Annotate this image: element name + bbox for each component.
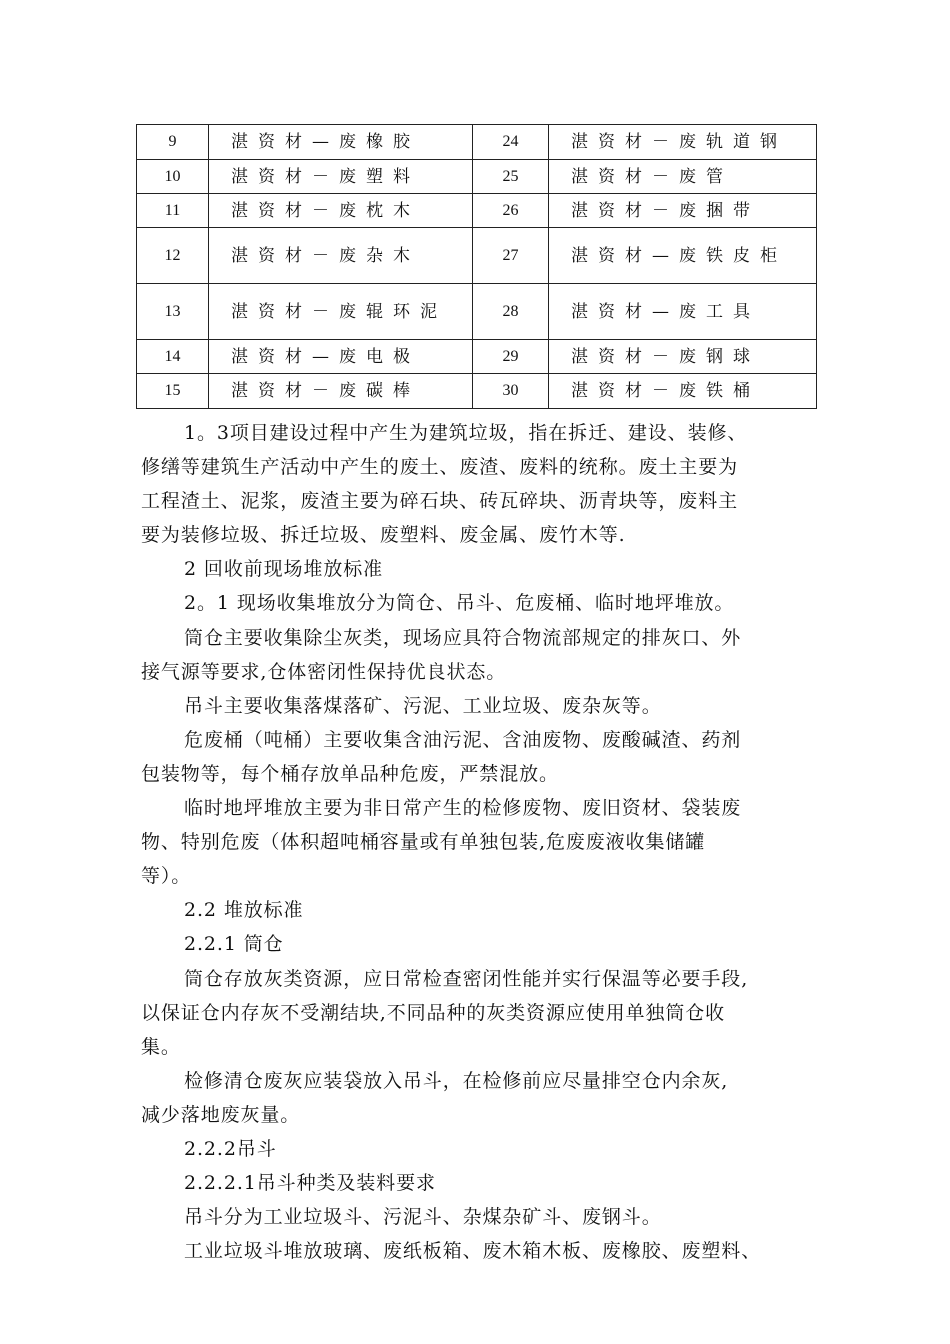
item-number: 12 (137, 228, 209, 284)
item-number: 30 (473, 374, 549, 409)
section-heading: 2.2.2.1吊斗种类及装料要求 (184, 1172, 436, 1195)
item-number: 10 (137, 160, 209, 194)
item-number: 28 (473, 284, 549, 340)
paragraph-line: 危废桶（吨桶）主要收集含油污泥、含油废物、废酸碱渣、药剂 (184, 728, 742, 751)
item-name: 湛资材—废铁皮柜 (549, 228, 817, 284)
item-name: 湛资材－废管 (549, 160, 817, 194)
paragraph-line: 吊斗主要收集落煤落矿、污泥、工业垃圾、废杂灰等。 (184, 694, 662, 717)
item-name: 湛资材－废钢球 (549, 340, 817, 374)
table-row (137, 160, 817, 194)
item-name: 湛资材—废工具 (549, 284, 817, 340)
paragraph-line: 接气源等要求,仓体密闭性保持优良状态。 (141, 660, 507, 683)
section-heading: 2 回收前现场堆放标准 (184, 558, 384, 581)
paragraph-line: 修缮等建筑生产活动中产生的废土、废渣、废料的统称。废土主要为 (141, 456, 739, 479)
item-name: 湛资材－废碳棒 (209, 374, 473, 409)
item-name: 湛资材—废橡胶 (209, 125, 473, 160)
section-heading: 2.2 堆放标准 (184, 899, 304, 922)
item-number: 14 (137, 340, 209, 374)
paragraph-line: 1。3项目建设过程中产生为建筑垃圾，指在拆迁、建设、装修、 (184, 422, 748, 444)
waste-category-table (136, 124, 817, 409)
section-heading: 2.2.2吊斗 (184, 1137, 277, 1160)
item-number: 29 (473, 340, 549, 374)
table-row (137, 125, 817, 160)
section-heading: 2.2.1 筒仓 (184, 933, 284, 956)
paragraph-line: 工业垃圾斗堆放玻璃、废纸板箱、废木箱木板、废橡胶、废塑料、 (184, 1240, 762, 1263)
item-number: 25 (473, 160, 549, 194)
item-name: 湛资材－废塑料 (209, 160, 473, 194)
table-row (137, 194, 817, 228)
item-number: 13 (137, 284, 209, 340)
body-text (141, 416, 821, 1268)
item-number: 15 (137, 374, 209, 409)
item-name: 湛资材－废辊环泥 (209, 284, 473, 340)
item-name: 湛资材－废枕木 (209, 194, 473, 228)
item-name: 湛资材－废轨道钢 (549, 125, 817, 160)
table-row (137, 284, 817, 340)
paragraph-line: 要为装修垃圾、拆迁垃圾、废塑料、废金属、废竹木等. (141, 524, 626, 547)
paragraph-line: 等）。 (141, 865, 192, 888)
item-number: 24 (473, 125, 549, 160)
paragraph-line: 吊斗分为工业垃圾斗、污泥斗、杂煤杂矿斗、废钢斗。 (184, 1206, 662, 1229)
paragraph-line: 物、特别危废（体积超吨桶容量或有单独包装,危废废液收集储罐 (141, 831, 706, 854)
paragraph-line: 集。 (141, 1035, 181, 1058)
item-name: 湛资材－废铁桶 (549, 374, 817, 409)
paragraph-line: 筒仓存放灰类资源，应日常检查密闭性能并实行保温等必要手段, (184, 967, 749, 990)
paragraph-line: 临时地坪堆放主要为非日常产生的检修废物、废旧资材、袋装废 (184, 797, 742, 820)
item-number: 11 (137, 194, 209, 228)
item-name: 湛资材－废捆带 (549, 194, 817, 228)
paragraph-line: 2。1 现场收集堆放分为筒仓、吊斗、危废桶、临时地坪堆放。 (184, 592, 735, 615)
table-row (137, 374, 817, 409)
item-number: 27 (473, 228, 549, 284)
table-row (137, 228, 817, 284)
paragraph-line: 工程渣土、泥浆，废渣主要为碎石块、砖瓦碎块、沥青块等，废料主 (141, 490, 739, 513)
table-row (137, 340, 817, 374)
item-number: 26 (473, 194, 549, 228)
item-name: 湛资材—废电极 (209, 340, 473, 374)
paragraph-line: 筒仓主要收集除尘灰类，现场应具符合物流部规定的排灰口、外 (184, 626, 742, 649)
paragraph-line: 减少落地废灰量。 (141, 1103, 301, 1126)
paragraph-line: 检修清仓废灰应装袋放入吊斗，在检修前应尽量排空仓内余灰, (184, 1069, 729, 1092)
paragraph-line: 以保证仓内存灰不受潮结块,不同品种的灰类资源应使用单独筒仓收 (141, 1001, 726, 1024)
item-name: 湛资材－废杂木 (209, 228, 473, 284)
paragraph-line: 包装物等，每个桶存放单品种危废，严禁混放。 (141, 762, 559, 785)
item-number: 9 (137, 125, 209, 160)
